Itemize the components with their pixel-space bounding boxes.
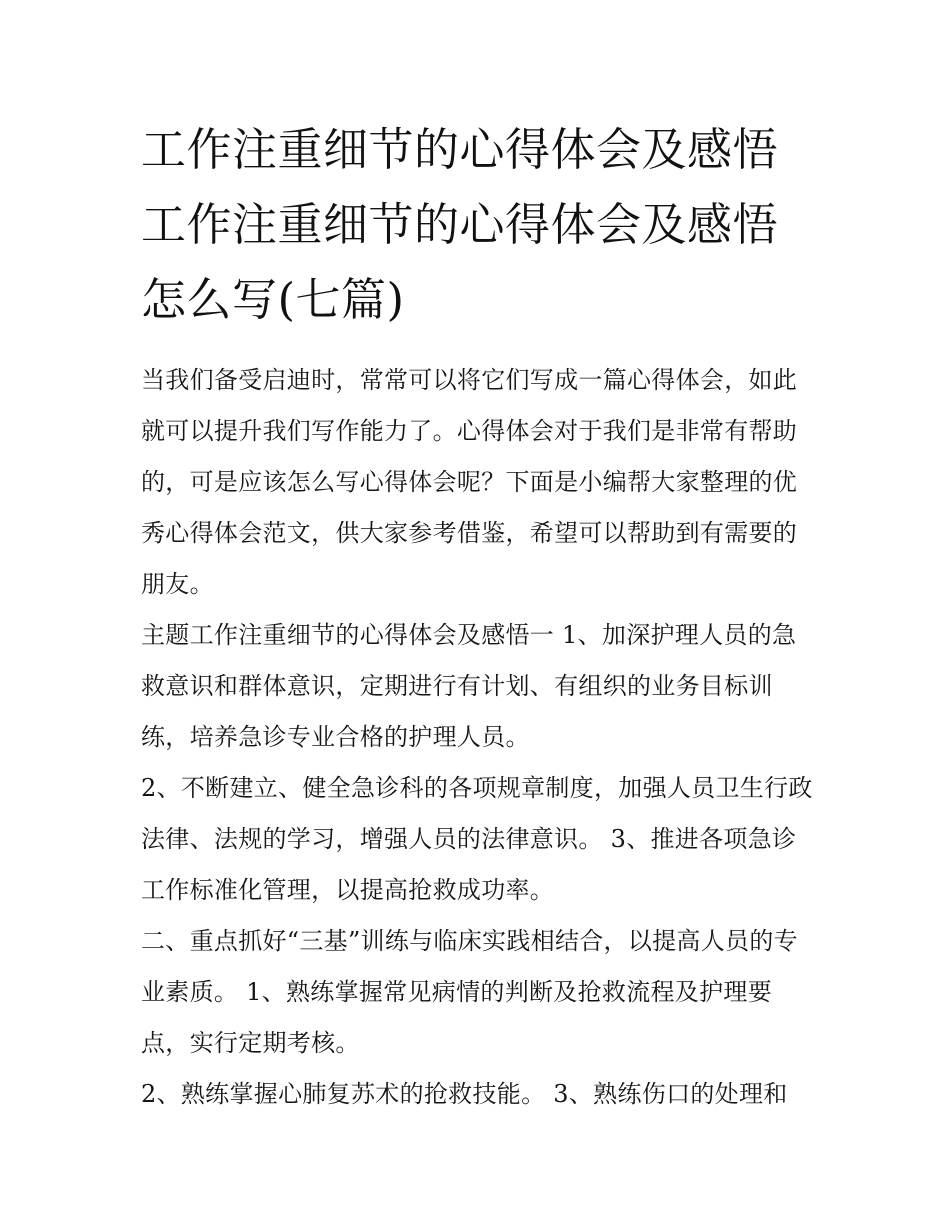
paragraph-item-cpr: 2、熟练掌握心肺复苏术的抢救技能。 3、熟练伤口的处理和 bbox=[141, 1080, 788, 1108]
paragraph-item-two: 2、不断建立、健全急诊科的各项规章制度，加强人员卫生行政法律、法规的学习，增强人员的法律意识。 3、推进各项急诊工作标准化管理，以提高抢救成功率。 bbox=[141, 774, 813, 904]
document-title: 工作注重细节的心得体会及感悟 工作注重细节的心得体会及感悟怎么写(七篇) bbox=[141, 123, 779, 326]
document-body bbox=[141, 112, 813, 1120]
paragraph-intro: 当我们备受启迪时，常常可以将它们写成一篇心得体会，如此就可以提升我们写作能力了。心得体会对于我们是非常有帮助的，可是应该怎么写心得体会呢？下面是小编帮大家整理的优秀心得体会范文，供大家参考借鉴，希望可以帮助到有需要的朋友。 bbox=[141, 366, 798, 598]
paragraph-section-two: 二、重点抓好“三基”训练与临床实践相结合，以提高人员的专业素质。 1、熟练掌握常见病情的判断及抢救流程及护理要点，实行定期考核。 bbox=[141, 927, 798, 1057]
paragraph-section-one: 主题工作注重细节的心得体会及感悟一 1、加深护理人员的急救意识和群体意识，定期进行有计划、有组织的业务目标训练，培养急诊专业合格的护理人员。 bbox=[141, 621, 797, 751]
